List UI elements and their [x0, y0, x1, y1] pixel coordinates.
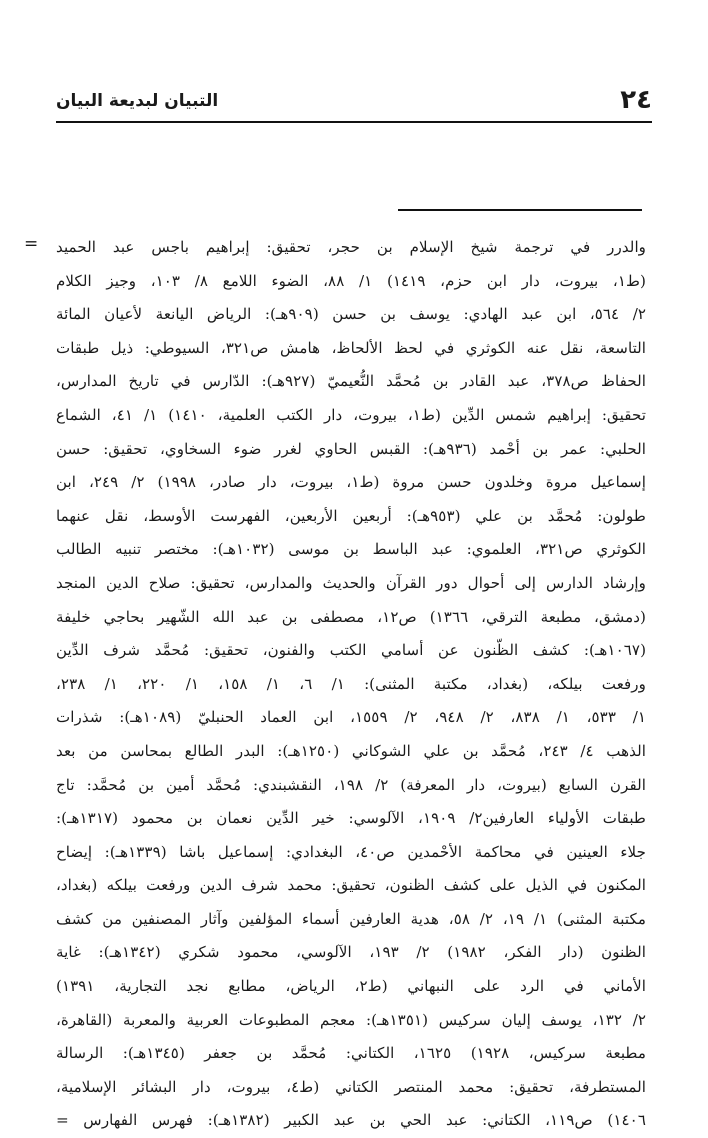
page-header [56, 82, 652, 118]
footnote-line: الكوثري ص٣٢١، العلموي: عبد الباسط بن موسى (١٠٣٢هـ): مختصر تنبيه الطالب [56, 540, 646, 559]
page-number: ٢٤ [620, 85, 652, 115]
footnote-line: (دمشق، مطبعة الترقي، ١٣٦٦) ص١٢، مصطفى بن عبد الله الشّهير بحاجي خليفة [56, 607, 646, 626]
footnote-line: التاسعة، نقل عنه الكوثري في لحظ الألحاظ، هامش ص٣٢١، السيوطي: ذيل طبقات [56, 338, 646, 357]
running-title: التبيان لبديعة البيان [56, 91, 219, 111]
footnote-line: طولون: مُحمَّد بن علي (٩٥٣هـ): أربعين الأربعين، الفهرست الأوسط، نقل عنهما [56, 506, 646, 525]
footnote-separator-rule [398, 209, 642, 211]
footnote-line: الذهب ٤/ ٢٤٣، مُحمَّد بن علي الشوكاني (١٢٥٠هـ): البدر الطالع بمحاسن من بعد [56, 741, 646, 760]
footnote-line: الحلبي: عمر بن أحْمد (٩٣٦هـ): القبس الحاوي لغرر ضوء السخاوي، تحقيق: حسن [56, 439, 646, 458]
footnote-line: ٢/ ١٣٢، يوسف إليان سركيس (١٣٥١هـ): معجم المطبوعات العربية والمعربة (القاهرة، [56, 1010, 646, 1029]
footnote-line: الظنون (دار الفكر، ١٩٨٢) ٢/ ١٩٣، الآلوسي، محمود شكري (١٣٤٢هـ): غاية [56, 943, 646, 962]
footnote-line: ٢/ ٥٦٤، ابن عبد الهادي: يوسف بن حسن (٩٠٩هـ): الرياض اليانعة لأعيان المائة [56, 305, 646, 324]
footnote-line: المستطرفة، تحقيق: محمد المنتصر الكتاني (ط٤، بيروت، دار البشائر الإسلامية، [56, 1077, 646, 1096]
footnote-line: (ط١، بيروت، دار ابن حزم، ١٤١٩) ١/ ٨٨، الضوء اللامع ٨/ ١٠٣، وجيز الكلام [56, 271, 646, 290]
footnote-line: الحفاظ ص٣٧٨، عبد القادر بن مُحمَّد النُّعيميّ (٩٢٧هـ): الدّارس في تاريخ المدارس، [56, 372, 646, 391]
footnote-line: إسماعيل مروة وخلدون حسن مروة (ط١، بيروت، دار صادر، ١٩٩٨) ٢/ ٢٤٩، ابن [56, 473, 646, 492]
footnote-line: (١٠٦٧هـ): كشف الظّنون عن أسامي الكتب والفنون، تحقيق: مُحمَّد شرف الدِّين [56, 641, 646, 660]
footnote-line: ورفعت بيلكه، (بغداد، مكتبة المثنى): ١/ ٦، ١/ ١٥٨، ١/ ٢٢٠، ١/ ٢٣٨، [56, 674, 646, 693]
footnote-continuation-marker: = [24, 234, 39, 254]
footnote-line: المكنون في الذيل على كشف الظنون، تحقيق: محمد شرف الدين ورفعت بيلكه (بغداد، [56, 876, 646, 895]
header-rule [56, 121, 652, 123]
footnote-line: الأماني في الرد على النبهاني (ط٢، الرياض، مطابع نجد التجارية، ١٣٩١) [56, 977, 646, 996]
footnote-line: وإرشاد الدارس إلى أحوال دور القرآن والحديث والمدارس، تحقيق: صلاح الدين المنجد [56, 573, 646, 592]
footnote-body [56, 231, 646, 1138]
footnote-line: مكتبة المثنى) ١/ ١٩، ٢/ ٥٨، هدية العارفين أسماء المؤلفين وآثار المصنفين من كشف [56, 909, 646, 928]
footnote-line: تحقيق: إبراهيم شمس الدِّين (ط١، بيروت، دار الكتب العلمية، ١٤١٠) ١/ ٤١، الشماع [56, 405, 646, 424]
footnote-line: ١٤٠٦) ص١١٩، الكتاني: عبد الحي بن عبد الكبير (١٣٨٢هـ): فهرس الفهارس = [56, 1111, 646, 1130]
footnote-line: القرن السابع (بيروت، دار المعرفة) ٢/ ١٩٨، النقشبندي: مُحمَّد أمين بن مُحمَّد: تاج [56, 775, 646, 794]
footnote-line: طبقات الأولياء العارفين٢/ ١٩٠٩، الآلوسي: خير الدِّين نعمان بن محمود (١٣١٧هـ): [56, 809, 646, 828]
footnote-line: ١/ ٥٣٣، ١/ ٨٣٨، ٢/ ٩٤٨، ٢/ ١٥٥٩، ابن العماد الحنبليّ (١٠٨٩هـ): شذرات [56, 708, 646, 727]
footnote-line: مطبعة سركيس، ١٩٢٨) ١٦٢٥، الكتاني: مُحمَّد بن جعفر (١٣٤٥هـ): الرسالة [56, 1044, 646, 1063]
footnote-line: جلاء العينين في محاكمة الأحْمدين ص٤٠، البغدادي: إسماعيل باشا (١٣٣٩هـ): إيضاح [56, 842, 646, 861]
footnote-line: والدرر في ترجمة شيخ الإسلام بن حجر، تحقيق: إبراهيم باجس عبد الحميد [56, 238, 646, 256]
